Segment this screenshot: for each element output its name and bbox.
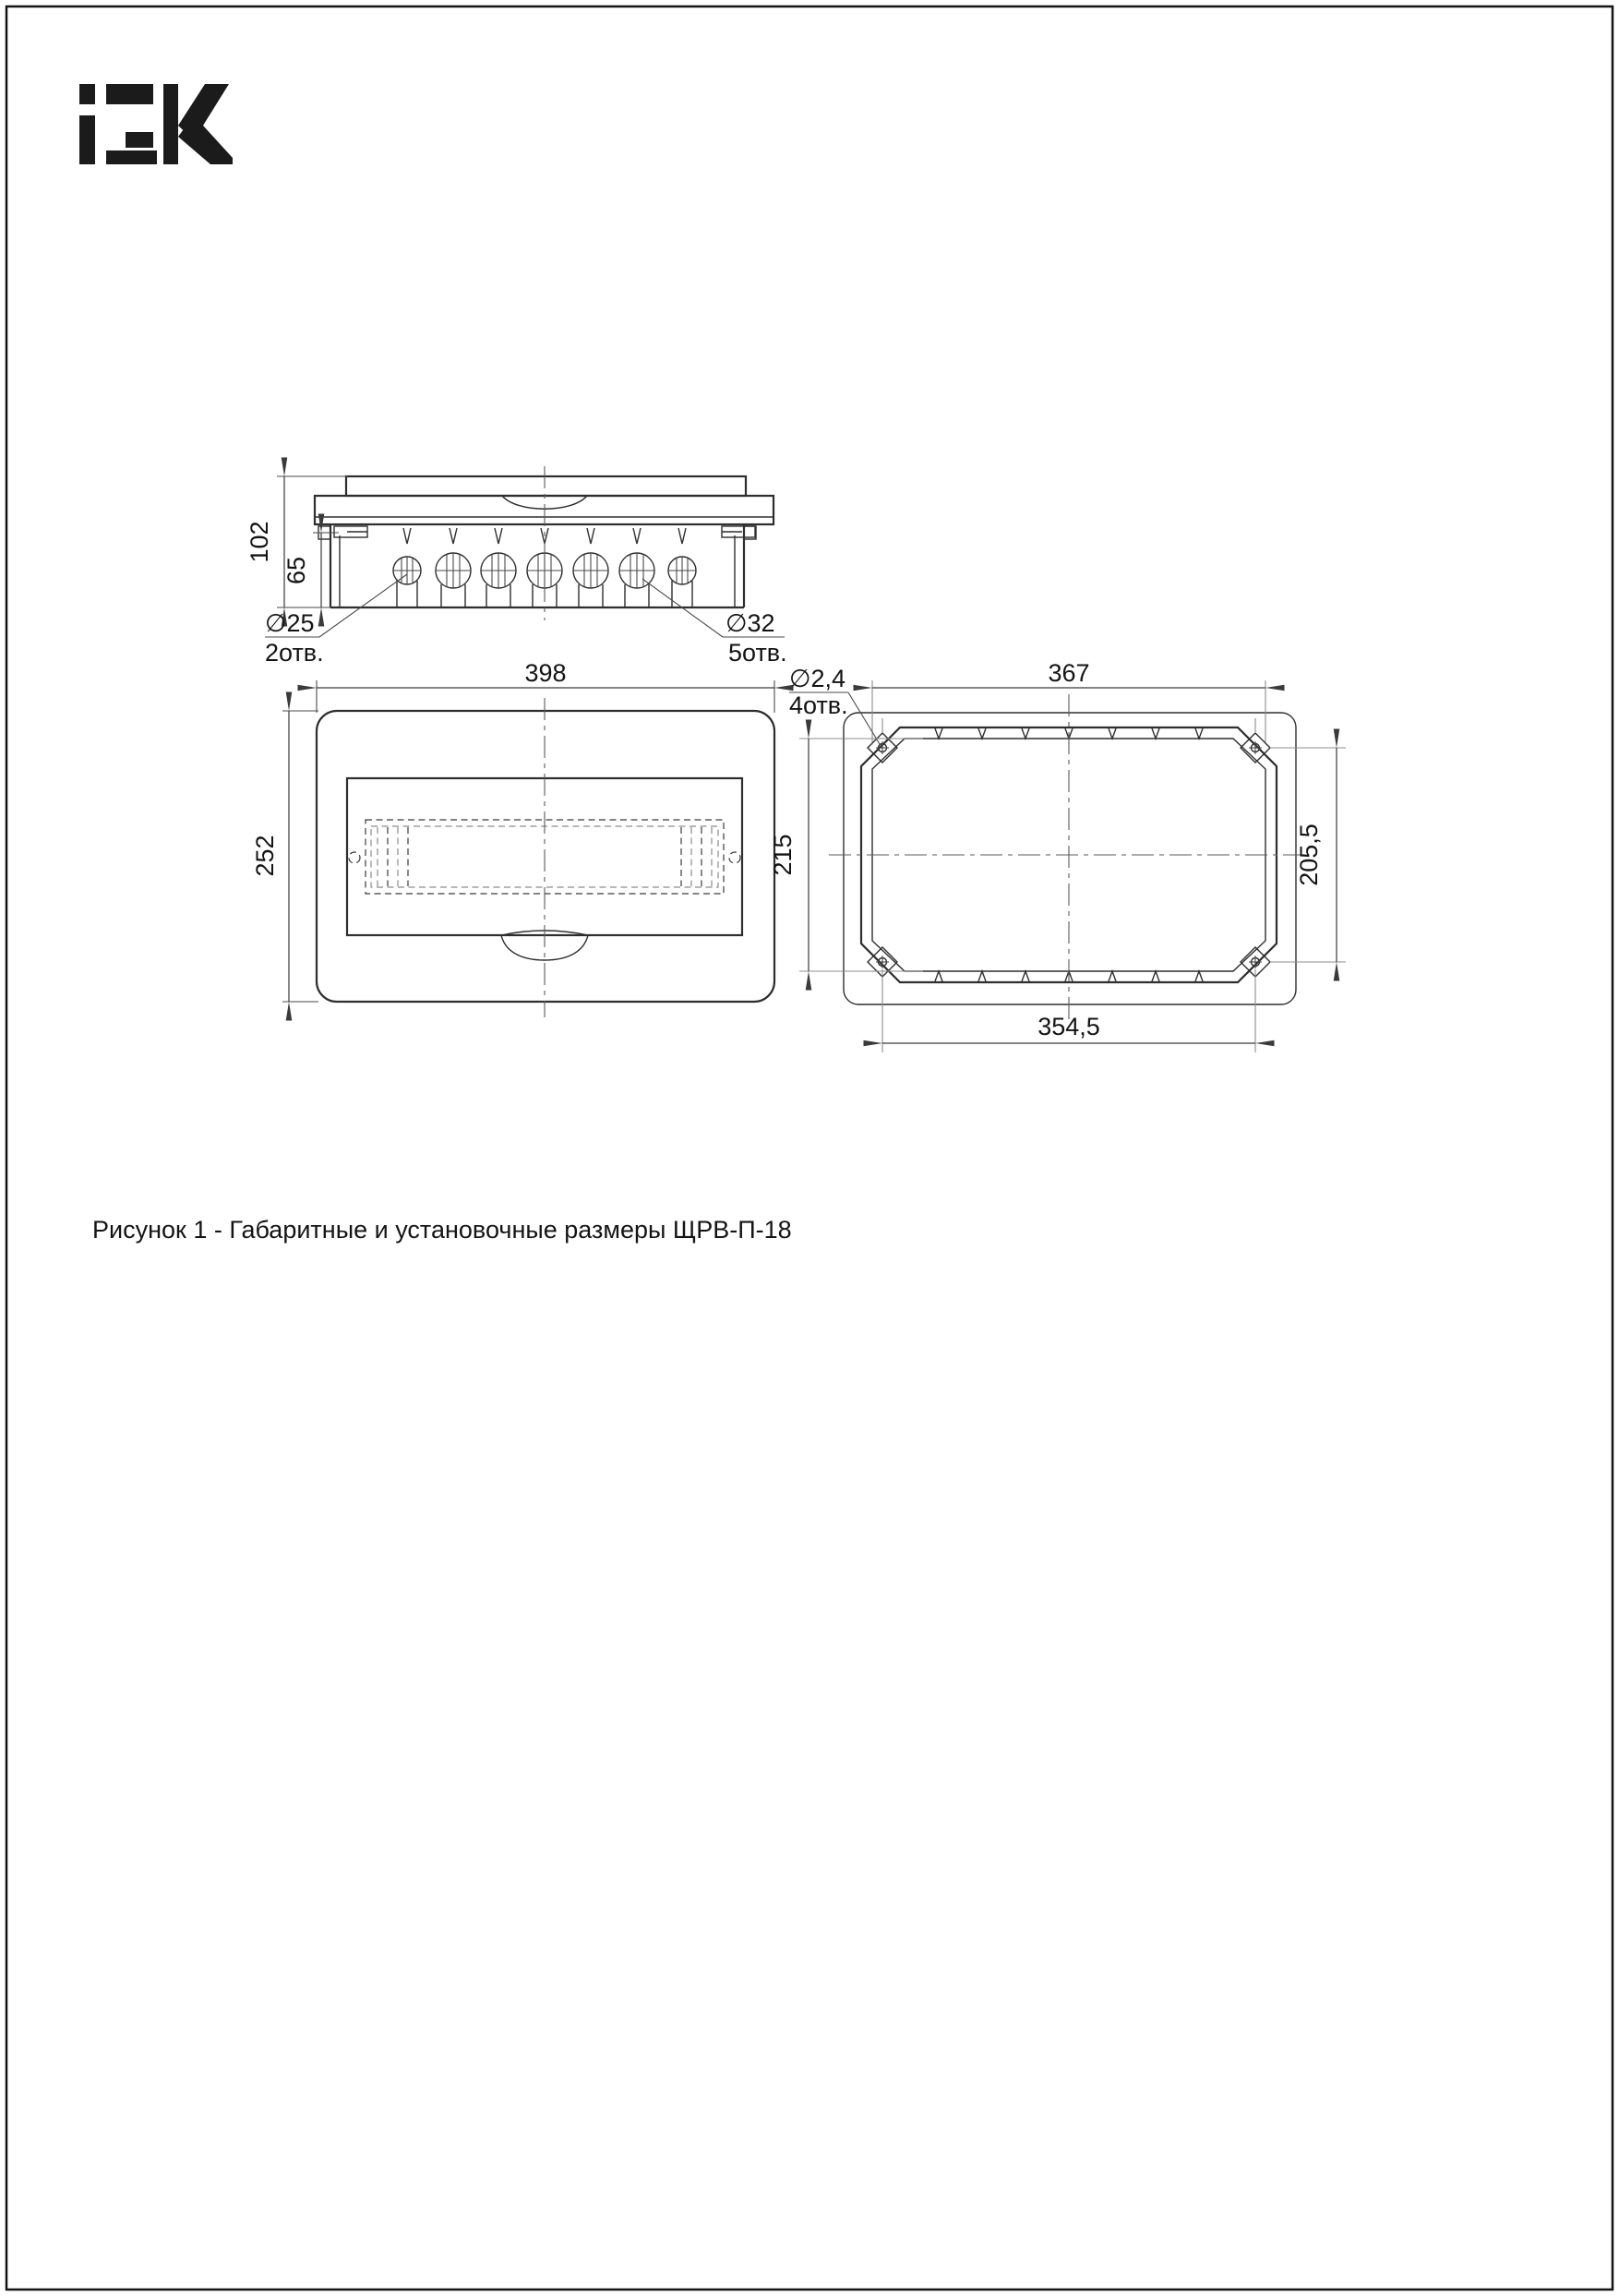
callout-d25: [265, 574, 407, 667]
dim-252: [251, 711, 318, 1002]
dim-label-65: 65: [282, 556, 310, 585]
callout-d24: [789, 665, 880, 744]
page-border: [6, 6, 1613, 2290]
dim-label-367: 367: [1048, 659, 1090, 687]
label-d32: ∅32: [726, 609, 775, 637]
dim-398: [317, 659, 774, 713]
dim-label-252: 252: [251, 835, 279, 877]
label-d25: ∅25: [265, 609, 315, 637]
label-d24-count: 4отв.: [789, 691, 848, 719]
dim-label-205-5: 205,5: [1295, 823, 1323, 886]
dim-label-398: 398: [524, 659, 567, 687]
top-view: [246, 466, 787, 667]
iek-logo: [79, 84, 233, 164]
rear-view-outline: [844, 713, 1296, 1004]
dim-label-102: 102: [246, 521, 273, 563]
front-view: [251, 659, 774, 1017]
figure-caption: Рисунок 1 - Габаритные и установочные размеры ЩРВ-П-18: [92, 1216, 792, 1244]
top-view-lid: [346, 476, 746, 496]
dim-label-215: 215: [769, 834, 797, 876]
label-d32-count: 5отв.: [728, 639, 787, 667]
label-d25-count: 2отв.: [265, 639, 324, 667]
label-d24: ∅2,4: [789, 665, 846, 692]
dim-label-354-5: 354,5: [1037, 1013, 1100, 1040]
front-view-outline: [317, 711, 774, 1002]
callout-d32: [642, 579, 787, 667]
rear-view: [769, 659, 1346, 1052]
top-view-body: [318, 524, 756, 607]
dim-205-5: [1270, 748, 1346, 962]
